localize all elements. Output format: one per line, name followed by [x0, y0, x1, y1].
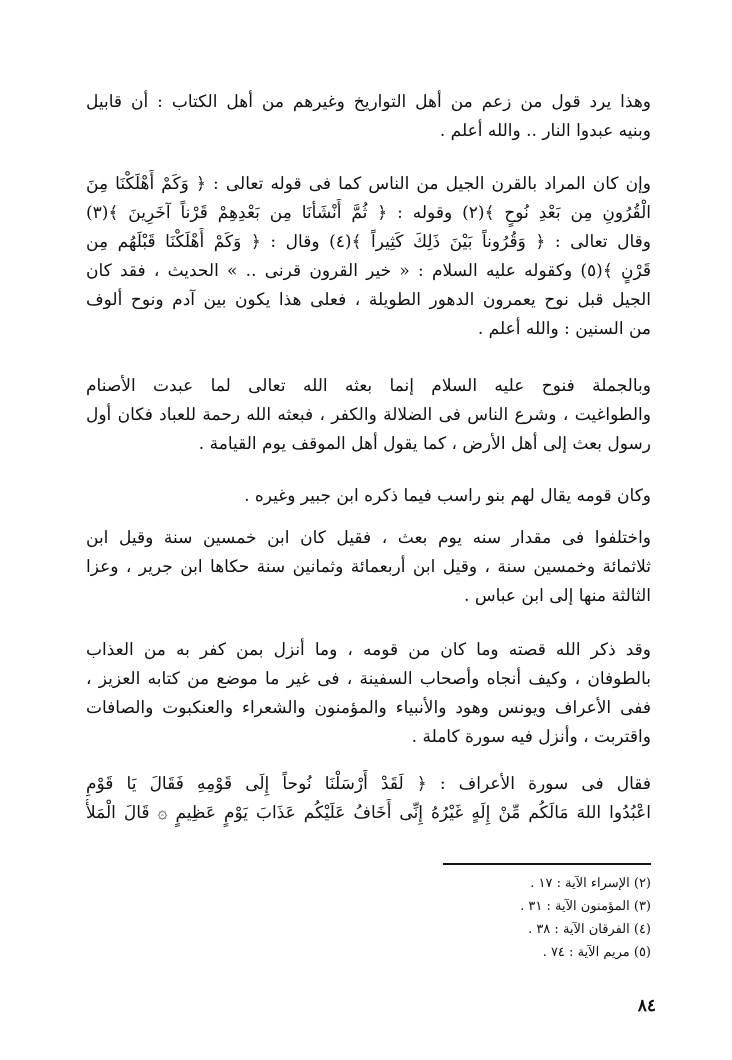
text-line: وإن كان المراد بالقرن الجيل من الناس كما فى قوله تعالى : ﴿ وَكَمْ أَهْلَكْنَا مِنَ	[86, 174, 651, 194]
text-line: وقد ذكر الله قصته وما كان من قومه ، وما أنزل بمن كفر به من العذاب	[86, 640, 651, 660]
text-line: والطواغيت ، وشرع الناس فى الضلالة والكفر ، فبعثه الله رحمة للعباد فكان أول	[86, 405, 651, 425]
footnote-divider	[443, 863, 651, 865]
paragraph-1	[86, 88, 651, 146]
text-line: وبالجملة فنوح عليه السلام إنما بعثه الله تعالى لما عبدت الأصنام	[86, 376, 651, 396]
text-line: واقتربت ، وأنزل فيه سورة كاملة .	[411, 727, 651, 747]
text-line: اعْبُدُوا اللهَ مَالَكُم مِّنْ إِلَهٍ غَيْرُهُ إِنِّى أَخَافُ عَلَيْكُم عَذَابَ يَوْمٍ عَظِيمٍ ۞ قَالَ الْمَلأُ	[86, 803, 651, 823]
text-line: وبنيه عبدوا النار .. والله أعلم .	[439, 121, 651, 141]
text-line: وكان قومه يقال لهم بنو راسب فيما ذكره ابن جبير وغيره .	[244, 486, 651, 506]
text-line: فقال فى سورة الأعراف : ﴿ لَقَدْ أَرْسَلْنَا نُوحاً إِلَى قَوْمِهِ فَقَالَ يَا قَوْمِ	[86, 774, 651, 794]
text-line: الثالثة منها إلى ابن عباس .	[464, 586, 651, 606]
paragraph-7	[86, 770, 651, 828]
footnote-item: (٣) المؤمنون الآية : ٣١ .	[520, 899, 651, 914]
text-line: ثلاثمائة وخمسين سنة ، وقيل ابن أربعمائة وثمانين سنة حكاها ابن جرير ، وعزا	[86, 557, 651, 577]
paragraph-4	[86, 482, 651, 511]
text-line: رسول بعث إلى أهل الأرض ، كما يقول أهل الموقف يوم القيامة .	[198, 434, 651, 454]
page-number: ٨٤	[637, 996, 656, 1016]
text-line: من السنين : والله أعلم .	[477, 319, 651, 339]
text-line: بالطوفان ، وكيف أنجاه وأصحاب السفينة ، فى غير ما موضع من كتابه العزيز ،	[86, 669, 651, 689]
text-line: الْقُرُونِ مِن بَعْدِ نُوحٍ ﴾(٢) وقوله : ﴿ ثُمَّ أَنْشَأْنَا مِن بَعْدِهِمْ قَرْناً آخَرِينَ ﴾(٣)	[86, 203, 651, 223]
footnote-item: (٥) مريم الآية : ٧٤ .	[542, 945, 651, 960]
text-line: واختلفوا فى مقدار سنه يوم بعث ، فقيل كان ابن خمسين سنة وقيل ابن	[86, 528, 651, 548]
footnote-item: (٤) الفرقان الآية : ٣٨ .	[528, 922, 651, 937]
paragraph-2	[86, 170, 651, 344]
paragraph-5	[86, 524, 651, 611]
text-line: وهذا يرد قول من زعم من أهل التواريخ وغيرهم من أهل الكتاب : أن قابيل	[86, 92, 651, 112]
text-line: قَرْنٍ ﴾(٥) وكقوله عليه السلام : « خير القرون قرنى .. » الحديث ، فقد كان	[86, 261, 651, 281]
footnote-item: (٢) الإسراء الآية : ١٧ .	[530, 876, 651, 891]
text-line: وقال تعالى : ﴿ وَقُرُوناً بَيْنَ ذَلِكَ كَثِيراً ﴾(٤) وقال : ﴿ وَكَمْ أَهْلَكْنَا قَبْلَهُم مِن	[86, 232, 651, 252]
paragraph-3	[86, 372, 651, 459]
footnotes	[380, 872, 651, 964]
text-line: الجيل قبل نوح يعمرون الدهور الطويلة ، فعلى هذا يكون بين آدم ونوح ألوف	[86, 290, 651, 310]
paragraph-6	[86, 636, 651, 752]
text-line: ففى الأعراف ويونس وهود والأنبياء والمؤمنون والشعراء والعنكبوت والصافات	[86, 698, 651, 718]
